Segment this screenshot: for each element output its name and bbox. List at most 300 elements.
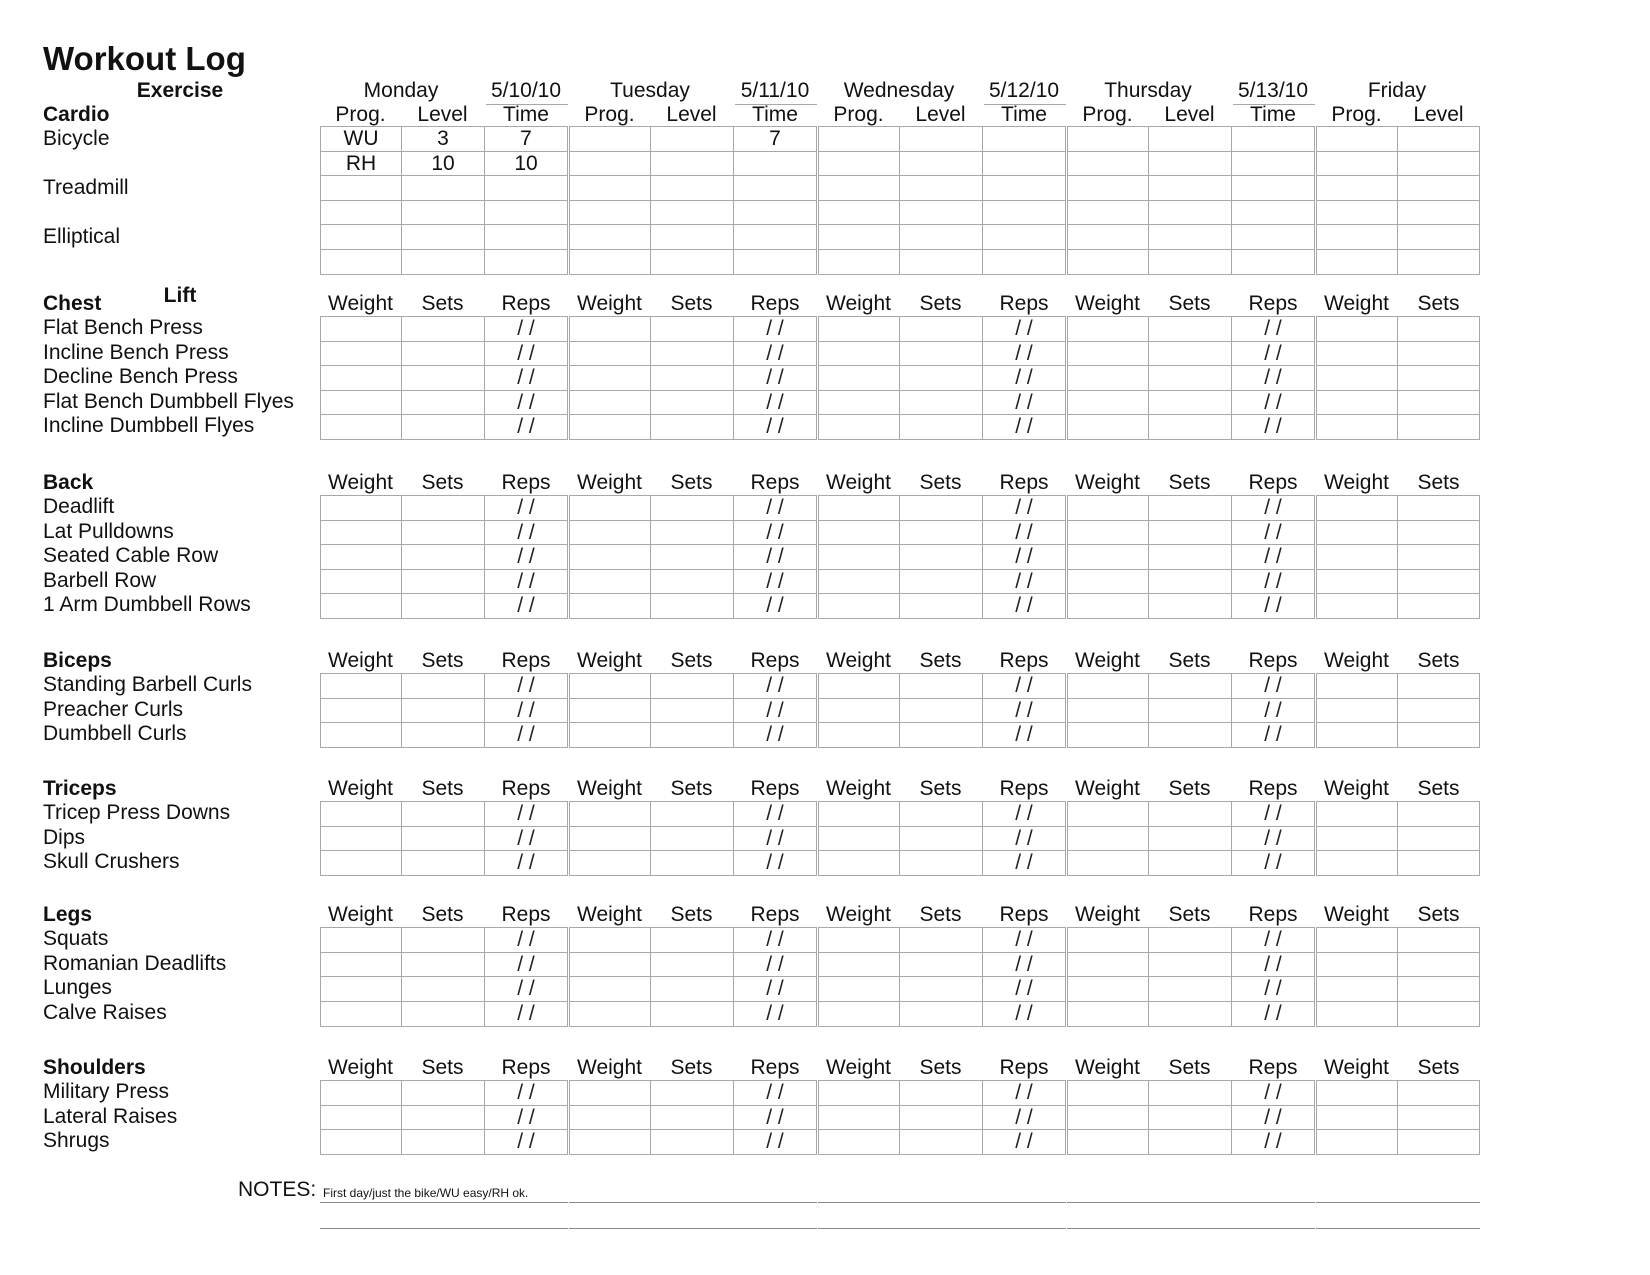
log-cell[interactable] — [1067, 249, 1148, 275]
log-cell[interactable] — [982, 850, 1066, 876]
log-cell[interactable] — [650, 520, 733, 545]
log-cell[interactable] — [650, 126, 733, 151]
log-cell[interactable] — [484, 390, 568, 415]
log-cell[interactable] — [899, 1001, 982, 1027]
log-cell[interactable] — [1148, 341, 1231, 366]
log-cell[interactable] — [1397, 1129, 1480, 1155]
log-cell[interactable] — [401, 952, 484, 977]
log-cell[interactable] — [650, 224, 733, 249]
log-cell[interactable] — [982, 976, 1066, 1001]
log-cell[interactable] — [320, 341, 401, 366]
log-cell[interactable] — [818, 1105, 899, 1130]
log-cell[interactable] — [484, 151, 568, 176]
log-cell[interactable] — [1148, 801, 1231, 826]
log-cell[interactable] — [484, 952, 568, 977]
log-cell[interactable] — [899, 569, 982, 594]
log-cell[interactable] — [818, 151, 899, 176]
log-cell[interactable] — [899, 593, 982, 619]
log-cell[interactable] — [320, 1001, 401, 1027]
log-cell[interactable] — [1148, 826, 1231, 851]
log-cell[interactable] — [484, 593, 568, 619]
log-cell[interactable] — [899, 495, 982, 520]
log-cell[interactable] — [484, 569, 568, 594]
log-cell[interactable] — [320, 976, 401, 1001]
log-cell[interactable] — [1316, 976, 1397, 1001]
log-cell[interactable] — [733, 698, 817, 723]
log-cell[interactable] — [899, 390, 982, 415]
log-cell[interactable] — [484, 341, 568, 366]
log-cell[interactable] — [401, 1001, 484, 1027]
log-cell[interactable] — [401, 414, 484, 440]
log-cell[interactable] — [1231, 1105, 1315, 1130]
log-cell[interactable] — [1067, 952, 1148, 977]
log-cell[interactable] — [1148, 952, 1231, 977]
log-cell[interactable] — [818, 341, 899, 366]
log-cell[interactable] — [484, 414, 568, 440]
log-cell[interactable] — [1231, 316, 1315, 341]
log-cell[interactable] — [320, 175, 401, 200]
log-cell[interactable] — [1231, 365, 1315, 390]
log-cell[interactable] — [650, 200, 733, 225]
log-cell[interactable] — [733, 850, 817, 876]
log-cell[interactable] — [1148, 1080, 1231, 1105]
log-cell[interactable] — [569, 698, 650, 723]
log-cell[interactable] — [733, 151, 817, 176]
log-cell[interactable] — [1148, 722, 1231, 748]
log-cell[interactable] — [1067, 316, 1148, 341]
log-cell[interactable] — [1316, 316, 1397, 341]
log-cell[interactable] — [1067, 927, 1148, 952]
log-cell[interactable] — [899, 952, 982, 977]
log-cell[interactable] — [569, 1129, 650, 1155]
log-cell[interactable] — [818, 390, 899, 415]
log-cell[interactable] — [1316, 722, 1397, 748]
log-cell[interactable] — [1067, 1129, 1148, 1155]
log-cell[interactable] — [982, 1080, 1066, 1105]
log-cell[interactable] — [733, 365, 817, 390]
log-cell[interactable] — [484, 224, 568, 249]
log-cell[interactable] — [1148, 365, 1231, 390]
log-cell[interactable] — [401, 1105, 484, 1130]
log-cell[interactable] — [899, 976, 982, 1001]
notes-line[interactable] — [1067, 1228, 1315, 1229]
log-cell[interactable] — [1316, 365, 1397, 390]
log-cell[interactable] — [982, 927, 1066, 952]
log-cell[interactable] — [1316, 414, 1397, 440]
log-cell[interactable] — [1231, 249, 1315, 275]
log-cell[interactable] — [484, 126, 568, 151]
log-cell[interactable] — [484, 801, 568, 826]
log-cell[interactable] — [982, 722, 1066, 748]
log-cell[interactable] — [899, 544, 982, 569]
log-cell[interactable] — [1397, 1105, 1480, 1130]
log-cell[interactable] — [1231, 520, 1315, 545]
log-cell[interactable] — [1148, 520, 1231, 545]
log-cell[interactable] — [733, 722, 817, 748]
log-cell[interactable] — [1231, 414, 1315, 440]
log-cell[interactable] — [650, 316, 733, 341]
log-cell[interactable] — [899, 1105, 982, 1130]
log-cell[interactable] — [650, 175, 733, 200]
log-cell[interactable] — [733, 175, 817, 200]
log-cell[interactable] — [1067, 544, 1148, 569]
log-cell[interactable] — [818, 1001, 899, 1027]
log-cell[interactable] — [982, 414, 1066, 440]
log-cell[interactable] — [569, 249, 650, 275]
log-cell[interactable] — [733, 341, 817, 366]
log-cell[interactable] — [1397, 224, 1480, 249]
log-cell[interactable] — [569, 673, 650, 698]
log-cell[interactable] — [650, 673, 733, 698]
log-cell[interactable] — [320, 126, 401, 151]
log-cell[interactable] — [484, 544, 568, 569]
log-cell[interactable] — [899, 365, 982, 390]
log-cell[interactable] — [484, 976, 568, 1001]
log-cell[interactable] — [982, 316, 1066, 341]
log-cell[interactable] — [320, 1105, 401, 1130]
log-cell[interactable] — [484, 175, 568, 200]
log-cell[interactable] — [650, 927, 733, 952]
log-cell[interactable] — [818, 593, 899, 619]
log-cell[interactable] — [569, 1080, 650, 1105]
log-cell[interactable] — [733, 1129, 817, 1155]
log-cell[interactable] — [484, 673, 568, 698]
log-cell[interactable] — [818, 722, 899, 748]
log-cell[interactable] — [484, 927, 568, 952]
log-cell[interactable] — [733, 826, 817, 851]
log-cell[interactable] — [1067, 1080, 1148, 1105]
log-cell[interactable] — [401, 495, 484, 520]
log-cell[interactable] — [1397, 826, 1480, 851]
log-cell[interactable] — [484, 1080, 568, 1105]
log-cell[interactable] — [982, 151, 1066, 176]
log-cell[interactable] — [733, 224, 817, 249]
log-cell[interactable] — [1067, 976, 1148, 1001]
log-cell[interactable] — [1397, 698, 1480, 723]
log-cell[interactable] — [484, 722, 568, 748]
log-cell[interactable] — [569, 927, 650, 952]
log-cell[interactable] — [1067, 175, 1148, 200]
log-cell[interactable] — [320, 316, 401, 341]
log-cell[interactable] — [1316, 151, 1397, 176]
log-cell[interactable] — [320, 952, 401, 977]
log-cell[interactable] — [1397, 520, 1480, 545]
log-cell[interactable] — [320, 544, 401, 569]
log-cell[interactable] — [982, 593, 1066, 619]
log-cell[interactable] — [1067, 850, 1148, 876]
log-cell[interactable] — [982, 1001, 1066, 1027]
log-cell[interactable] — [818, 927, 899, 952]
log-cell[interactable] — [650, 952, 733, 977]
log-cell[interactable] — [899, 850, 982, 876]
log-cell[interactable] — [401, 673, 484, 698]
log-cell[interactable] — [733, 520, 817, 545]
log-cell[interactable] — [484, 316, 568, 341]
log-cell[interactable] — [818, 544, 899, 569]
log-cell[interactable] — [1148, 593, 1231, 619]
log-cell[interactable] — [650, 593, 733, 619]
log-cell[interactable] — [818, 1080, 899, 1105]
log-cell[interactable] — [650, 365, 733, 390]
log-cell[interactable] — [401, 698, 484, 723]
log-cell[interactable] — [733, 569, 817, 594]
log-cell[interactable] — [1397, 569, 1480, 594]
log-cell[interactable] — [899, 341, 982, 366]
log-cell[interactable] — [1397, 495, 1480, 520]
log-cell[interactable] — [1067, 520, 1148, 545]
log-cell[interactable] — [1067, 1001, 1148, 1027]
log-cell[interactable] — [1397, 544, 1480, 569]
log-cell[interactable] — [650, 976, 733, 1001]
log-cell[interactable] — [818, 249, 899, 275]
log-cell[interactable] — [1397, 976, 1480, 1001]
log-cell[interactable] — [1397, 1080, 1480, 1105]
log-cell[interactable] — [818, 698, 899, 723]
log-cell[interactable] — [484, 826, 568, 851]
log-cell[interactable] — [1231, 341, 1315, 366]
log-cell[interactable] — [320, 495, 401, 520]
log-cell[interactable] — [982, 801, 1066, 826]
log-cell[interactable] — [818, 801, 899, 826]
log-cell[interactable] — [1316, 1129, 1397, 1155]
log-cell[interactable] — [650, 495, 733, 520]
log-cell[interactable] — [1231, 927, 1315, 952]
log-cell[interactable] — [818, 826, 899, 851]
log-cell[interactable] — [320, 200, 401, 225]
log-cell[interactable] — [899, 801, 982, 826]
log-cell[interactable] — [401, 1129, 484, 1155]
log-cell[interactable] — [569, 316, 650, 341]
log-cell[interactable] — [899, 224, 982, 249]
log-cell[interactable] — [1148, 249, 1231, 275]
log-cell[interactable] — [818, 126, 899, 151]
log-cell[interactable] — [484, 1105, 568, 1130]
log-cell[interactable] — [818, 175, 899, 200]
log-cell[interactable] — [484, 200, 568, 225]
log-cell[interactable] — [401, 224, 484, 249]
log-cell[interactable] — [733, 976, 817, 1001]
log-cell[interactable] — [899, 126, 982, 151]
log-cell[interactable] — [320, 722, 401, 748]
log-cell[interactable] — [733, 1001, 817, 1027]
log-cell[interactable] — [1316, 224, 1397, 249]
log-cell[interactable] — [818, 673, 899, 698]
log-cell[interactable] — [982, 826, 1066, 851]
log-cell[interactable] — [982, 365, 1066, 390]
log-cell[interactable] — [982, 952, 1066, 977]
log-cell[interactable] — [569, 390, 650, 415]
log-cell[interactable] — [899, 175, 982, 200]
log-cell[interactable] — [1397, 673, 1480, 698]
log-cell[interactable] — [569, 341, 650, 366]
log-cell[interactable] — [1397, 1001, 1480, 1027]
log-cell[interactable] — [401, 341, 484, 366]
log-cell[interactable] — [1316, 1080, 1397, 1105]
log-cell[interactable] — [733, 249, 817, 275]
log-cell[interactable] — [733, 126, 817, 151]
log-cell[interactable] — [818, 495, 899, 520]
log-cell[interactable] — [569, 200, 650, 225]
log-cell[interactable] — [401, 850, 484, 876]
log-cell[interactable] — [1316, 952, 1397, 977]
log-cell[interactable] — [899, 249, 982, 275]
log-cell[interactable] — [1148, 175, 1231, 200]
log-cell[interactable] — [733, 801, 817, 826]
log-cell[interactable] — [1397, 126, 1480, 151]
log-cell[interactable] — [1067, 698, 1148, 723]
log-cell[interactable] — [1397, 175, 1480, 200]
log-cell[interactable] — [650, 569, 733, 594]
log-cell[interactable] — [1397, 249, 1480, 275]
log-cell[interactable] — [899, 414, 982, 440]
log-cell[interactable] — [1148, 976, 1231, 1001]
log-cell[interactable] — [982, 224, 1066, 249]
log-cell[interactable] — [401, 826, 484, 851]
log-cell[interactable] — [899, 673, 982, 698]
log-cell[interactable] — [650, 341, 733, 366]
log-cell[interactable] — [1148, 569, 1231, 594]
log-cell[interactable] — [1231, 390, 1315, 415]
log-cell[interactable] — [982, 495, 1066, 520]
log-cell[interactable] — [1397, 801, 1480, 826]
log-cell[interactable] — [1231, 151, 1315, 176]
log-cell[interactable] — [1231, 1129, 1315, 1155]
log-cell[interactable] — [1148, 126, 1231, 151]
log-cell[interactable] — [733, 593, 817, 619]
log-cell[interactable] — [982, 673, 1066, 698]
log-cell[interactable] — [1316, 520, 1397, 545]
log-cell[interactable] — [650, 801, 733, 826]
log-cell[interactable] — [650, 1080, 733, 1105]
log-cell[interactable] — [1231, 495, 1315, 520]
log-cell[interactable] — [401, 126, 484, 151]
log-cell[interactable] — [401, 175, 484, 200]
log-cell[interactable] — [1148, 495, 1231, 520]
log-cell[interactable] — [1316, 390, 1397, 415]
log-cell[interactable] — [401, 927, 484, 952]
log-cell[interactable] — [1397, 151, 1480, 176]
log-cell[interactable] — [650, 826, 733, 851]
log-cell[interactable] — [569, 495, 650, 520]
log-cell[interactable] — [1231, 175, 1315, 200]
log-cell[interactable] — [1231, 569, 1315, 594]
log-cell[interactable] — [982, 175, 1066, 200]
log-cell[interactable] — [401, 569, 484, 594]
log-cell[interactable] — [1148, 1001, 1231, 1027]
log-cell[interactable] — [320, 365, 401, 390]
log-cell[interactable] — [1148, 414, 1231, 440]
notes-line[interactable] — [1316, 1228, 1480, 1229]
log-cell[interactable] — [1397, 341, 1480, 366]
log-cell[interactable] — [818, 520, 899, 545]
log-cell[interactable] — [1067, 673, 1148, 698]
log-cell[interactable] — [1148, 316, 1231, 341]
log-cell[interactable] — [569, 850, 650, 876]
log-cell[interactable] — [320, 673, 401, 698]
log-cell[interactable] — [899, 520, 982, 545]
log-cell[interactable] — [650, 722, 733, 748]
log-cell[interactable] — [650, 850, 733, 876]
log-cell[interactable] — [1148, 390, 1231, 415]
log-cell[interactable] — [1067, 593, 1148, 619]
log-cell[interactable] — [1067, 341, 1148, 366]
log-cell[interactable] — [1148, 673, 1231, 698]
log-cell[interactable] — [401, 722, 484, 748]
log-cell[interactable] — [401, 593, 484, 619]
log-cell[interactable] — [569, 722, 650, 748]
log-cell[interactable] — [818, 414, 899, 440]
log-cell[interactable] — [569, 801, 650, 826]
log-cell[interactable] — [899, 927, 982, 952]
log-cell[interactable] — [1067, 365, 1148, 390]
notes-line[interactable] — [818, 1202, 1066, 1203]
log-cell[interactable] — [1316, 927, 1397, 952]
log-cell[interactable] — [982, 544, 1066, 569]
log-cell[interactable] — [484, 1001, 568, 1027]
log-cell[interactable] — [1316, 593, 1397, 619]
log-cell[interactable] — [1316, 495, 1397, 520]
log-cell[interactable] — [899, 316, 982, 341]
log-cell[interactable] — [1316, 673, 1397, 698]
log-cell[interactable] — [982, 569, 1066, 594]
log-cell[interactable] — [899, 1129, 982, 1155]
log-cell[interactable] — [1316, 801, 1397, 826]
log-cell[interactable] — [733, 1080, 817, 1105]
log-cell[interactable] — [569, 151, 650, 176]
log-cell[interactable] — [401, 249, 484, 275]
log-cell[interactable] — [401, 801, 484, 826]
log-cell[interactable] — [1316, 1001, 1397, 1027]
log-cell[interactable] — [569, 544, 650, 569]
log-cell[interactable] — [1067, 826, 1148, 851]
log-cell[interactable] — [818, 850, 899, 876]
log-cell[interactable] — [1397, 390, 1480, 415]
log-cell[interactable] — [569, 224, 650, 249]
log-cell[interactable] — [1397, 316, 1480, 341]
log-cell[interactable] — [1316, 175, 1397, 200]
log-cell[interactable] — [401, 544, 484, 569]
log-cell[interactable] — [982, 520, 1066, 545]
log-cell[interactable] — [401, 200, 484, 225]
log-cell[interactable] — [320, 927, 401, 952]
log-cell[interactable] — [1397, 952, 1480, 977]
log-cell[interactable] — [569, 520, 650, 545]
log-cell[interactable] — [484, 698, 568, 723]
log-cell[interactable] — [1067, 224, 1148, 249]
log-cell[interactable] — [484, 365, 568, 390]
log-cell[interactable] — [733, 316, 817, 341]
log-cell[interactable] — [899, 1080, 982, 1105]
log-cell[interactable] — [1231, 593, 1315, 619]
log-cell[interactable] — [733, 673, 817, 698]
log-cell[interactable] — [733, 544, 817, 569]
log-cell[interactable] — [650, 1129, 733, 1155]
log-cell[interactable] — [1397, 722, 1480, 748]
log-cell[interactable] — [484, 1129, 568, 1155]
log-cell[interactable] — [1231, 673, 1315, 698]
log-cell[interactable] — [982, 126, 1066, 151]
log-cell[interactable] — [484, 520, 568, 545]
log-cell[interactable] — [1148, 1129, 1231, 1155]
log-cell[interactable] — [569, 952, 650, 977]
log-cell[interactable] — [1397, 593, 1480, 619]
log-cell[interactable] — [1067, 495, 1148, 520]
log-cell[interactable] — [1148, 927, 1231, 952]
log-cell[interactable] — [1316, 1105, 1397, 1130]
log-cell[interactable] — [320, 151, 401, 176]
log-cell[interactable] — [733, 200, 817, 225]
log-cell[interactable] — [569, 569, 650, 594]
